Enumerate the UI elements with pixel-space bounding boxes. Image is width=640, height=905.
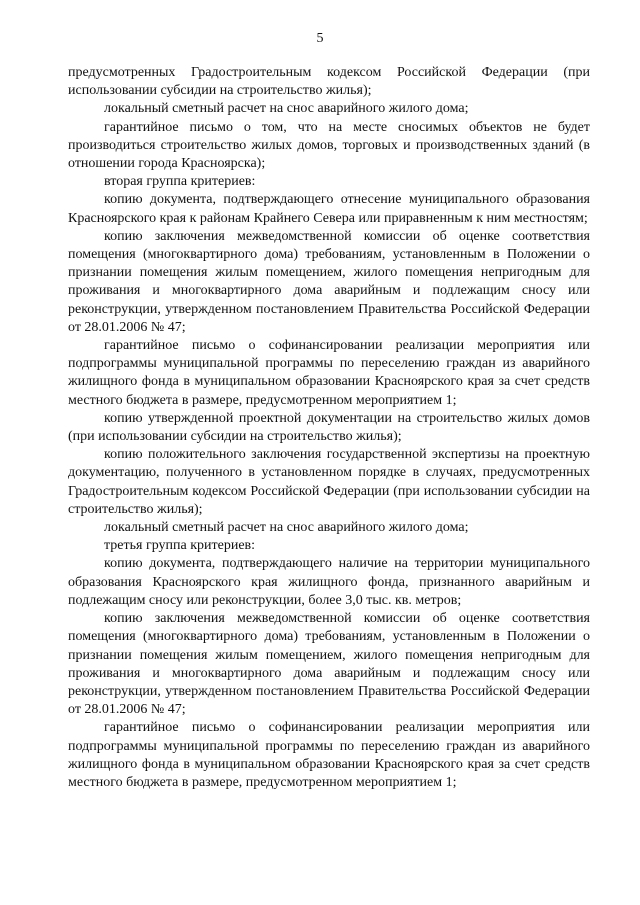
paragraph: копию утвержденной проектной документации на строительство жилых домов (при использовании субсидии на строительство жилья); — [68, 410, 590, 445]
document-body — [68, 64, 590, 792]
page-number: 5 — [316, 31, 324, 46]
paragraph: гарантийное письмо о софинансировании реализации мероприятия или подпрограммы муниципальной программы по переселению граждан из аварийного жилищного фонда в муниципальном образовании Красноярского края за счет средств местного бюджета в размере, предусмотренном мероприятием 1; — [68, 338, 590, 408]
paragraph-continuation: предусмотренных Градостроительным кодексом Российской Федерации (при использовании субсидии на строительство жилья); — [68, 65, 590, 99]
paragraph: копию заключения межведомственной комиссии об оценке соответствия помещения (многоквартирного дома) требованиям, установленным в Положении о признании помещения жилым помещением, жилого помещения непригодным для проживания и многоквартирного дома аварийным и подлежащим сносу или реконструкции, утвержденном постановлением Правительства Российской Федерации от 28.01.2006 № 47; — [68, 228, 590, 335]
group-heading: третья группа критериев: — [104, 538, 256, 554]
paragraph: копию документа, подтверждающего наличие на территории муниципального образования Красноярского края жилищного фонда, признанного аварийным и подлежащим сносу или реконструкции, более 3,0 тыс. кв. метров; — [68, 556, 590, 608]
paragraph: копию положительного заключения государственной экспертизы на проектную документацию, полученного в установленном порядке в случаях, предусмотренных Градостроительным кодексом Российской Федерации (при использовании субсидии на строительство жилья); — [68, 447, 590, 517]
paragraph: гарантийное письмо о софинансировании реализации мероприятия или подпрограммы муниципальной программы по переселению граждан из аварийного жилищного фонда в муниципальном образовании Красноярского края за счет средств местного бюджета в размере, предусмотренном мероприятием 1; — [68, 720, 590, 790]
paragraph: копию документа, подтверждающего отнесение муниципального образования Красноярского края к районам Крайнего Севера или приравненным к ним местностям; — [68, 192, 590, 226]
group-heading: вторая группа критериев: — [104, 174, 256, 190]
paragraph: гарантийное письмо о том, что на месте сносимых объектов не будет производиться строительство жилых домов, торговых и производственных зданий (в отношении города Красноярска); — [68, 119, 590, 172]
paragraph: локальный сметный расчет на снос аварийного жилого дома; — [104, 520, 469, 536]
paragraph: локальный сметный расчет на снос аварийного жилого дома; — [104, 101, 469, 117]
paragraph: копию заключения межведомственной комиссии об оценке соответствия помещения (многоквартирного дома) требованиям, установленным в Положении о признании помещения жилым помещением, жилого помещения непригодным для проживания и многоквартирного дома аварийным и подлежащим сносу или реконструкции, утвержденном постановлением Правительства Российской Федерации от 28.01.2006 № 47; — [68, 611, 590, 718]
